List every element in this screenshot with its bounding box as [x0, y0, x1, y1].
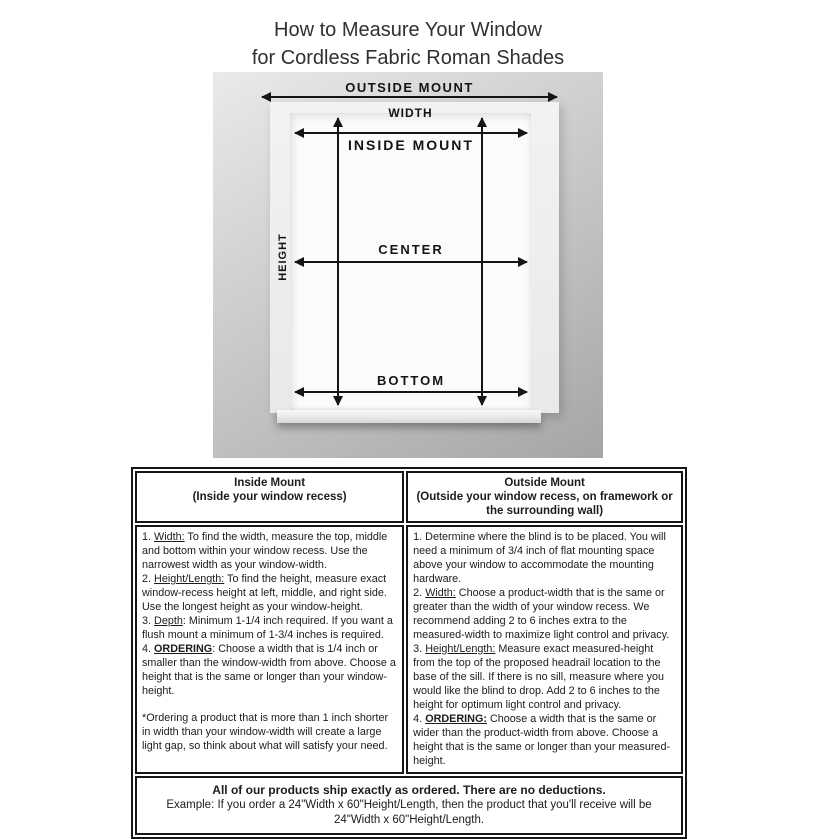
instruction-paragraph: 4. ORDERING: Choose a width that is the same or wider than the product-width from above. Choose a height that is the same or longer than your measured-height. — [413, 713, 671, 767]
instruction-paragraph: 1. Width: To find the width, measure the top, middle and bottom within your window recess. Use the narrowest width as your window-width. — [142, 531, 388, 571]
inside-mount-header-title: Inside Mount — [234, 477, 306, 489]
shipping-note-bold: All of our products ship exactly as ordered. There are no deductions. — [212, 783, 606, 797]
instruction-paragraph: 2. Height/Length: To find the height, measure exact window-recess height at left, middle, and right side. Use the longest height as your window-height. — [142, 573, 387, 613]
inside-mount-header-cell — [135, 471, 404, 523]
table-body-row — [135, 525, 683, 774]
instruction-paragraph: 2. Width: Choose a product-width that is the same or greater than the width of your window recess. We recommend adding 2 to 6 inches extra to the measured-width to maximize light control and privacy. — [413, 587, 670, 641]
shipping-note-example-2: 24"Width x 60"Height/Length. — [333, 814, 485, 826]
inside-mount-arrow — [295, 132, 527, 134]
table-footer-row — [135, 776, 683, 835]
inside-mount-label: INSIDE MOUNT — [348, 137, 474, 153]
window-sill — [277, 410, 541, 423]
inside-mount-header-subtitle: (Inside your window recess) — [192, 491, 347, 503]
outside-mount-header-subtitle: (Outside your window recess, on framework or the surrounding wall) — [416, 491, 673, 517]
title-line-2: for Cordless Fabric Roman Shades — [251, 47, 565, 69]
shipping-note-cell — [135, 776, 683, 835]
instruction-paragraph: 3. Height/Length: Measure exact measured-height from the top of the proposed headrail location to the base of the sill. If there is no sill, measure where you would like the blind to drop. Add 2 to 6 inches to the height for optimum light control and privacy. — [413, 643, 665, 711]
measuring-instructions-table — [131, 467, 687, 839]
width-label: WIDTH — [388, 106, 433, 120]
page-title — [0, 16, 816, 72]
bottom-label: BOTTOM — [376, 373, 446, 388]
outside-mount-header-cell — [406, 471, 683, 523]
height-label: HEIGHT — [277, 233, 289, 281]
instruction-paragraph: 3. Depth: Minimum 1-1/4 inch required. If you want a flush mount a minimum of 1-3/4 inches is required. — [142, 615, 393, 641]
instruction-paragraph: 1. Determine where the blind is to be placed. You will need a minimum of 3/4 inch of flat mounting space above your window to accommodate the mounting hardware. — [413, 531, 666, 585]
outside-mount-label: OUTSIDE MOUNT — [345, 80, 474, 95]
table-header-row — [135, 471, 683, 523]
center-arrow — [295, 261, 527, 263]
shipping-note-example-1: Example: If you order a 24"Width x 60"Height/Length, then the product that you'll receive will be — [166, 799, 652, 811]
outside-mount-instructions — [406, 525, 683, 774]
outside-mount-arrow — [262, 96, 557, 98]
title-line-1: How to Measure Your Window — [274, 19, 542, 41]
window-diagram-photo — [213, 72, 603, 458]
outside-mount-header-title: Outside Mount — [504, 477, 585, 489]
bottom-arrow — [295, 391, 527, 393]
inside-mount-instructions — [135, 525, 404, 774]
instruction-paragraph: *Ordering a product that is more than 1 inch shorter in width than your window-width will create a large light gap, so think about what will satisfy your need. — [142, 712, 389, 752]
center-label: CENTER — [378, 242, 444, 257]
instruction-paragraph: 4. ORDERING: Choose a width that is 1/4 inch or smaller than the window-width from above. Choose a height that is the same or longer than your window-height. — [142, 643, 396, 697]
